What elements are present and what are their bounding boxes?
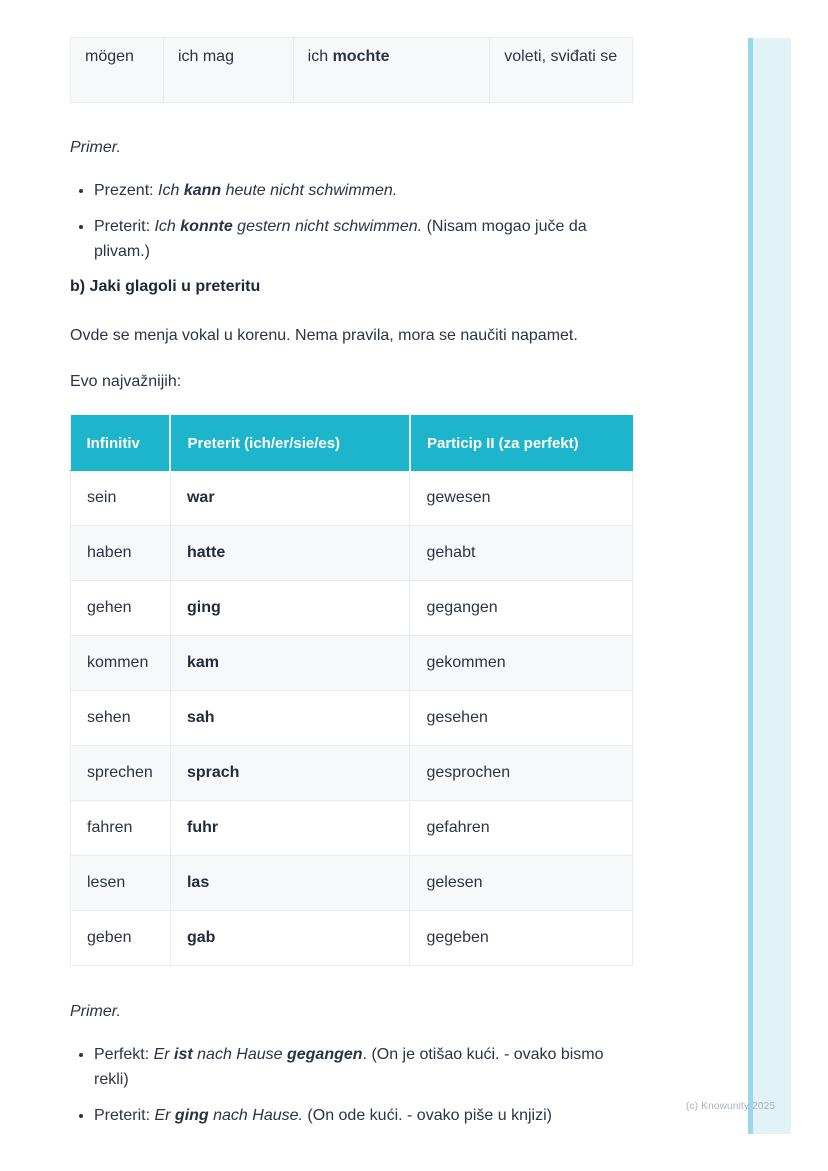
- text-segment: nach Hause: [192, 1046, 287, 1063]
- table-row: [71, 911, 633, 966]
- text-segment: gestern nicht schwimmen.: [232, 218, 423, 235]
- cell: fahren: [71, 801, 171, 856]
- examples-list: [70, 1042, 633, 1128]
- example-item: [94, 1103, 633, 1128]
- text-segment: Ich: [158, 182, 184, 199]
- cell: gefahren: [410, 801, 633, 856]
- scrollbar: [748, 38, 791, 1134]
- cell: kommen: [71, 636, 171, 691]
- cell: sah: [170, 691, 409, 746]
- cell: gekommen: [410, 636, 633, 691]
- example-label: Primer.: [70, 1003, 121, 1020]
- table-row: [71, 856, 633, 911]
- text-segment: konnte: [180, 218, 233, 235]
- header-cell-infinitiv: Infinitiv: [71, 416, 171, 471]
- modal-verbs-table: [70, 37, 633, 103]
- section-intro: Ovde se menja vokal u korenu. Nema pravila, mora se naučiti napamet.: [70, 327, 578, 344]
- text-segment: ist: [174, 1046, 193, 1063]
- cell: sprechen: [71, 746, 171, 801]
- cell: gehen: [71, 581, 171, 636]
- header-cell-particip: Particip II (za perfekt): [410, 416, 633, 471]
- text-segment: . (On je otišao kući. - ovako bismo rekli): [94, 1046, 604, 1088]
- examples-list: [70, 178, 633, 264]
- text-segment: Preterit:: [94, 1107, 155, 1124]
- section-lead: Evo najvažnijih:: [70, 373, 182, 390]
- cell: gegangen: [410, 581, 633, 636]
- cell-present-form: ich mag: [163, 38, 293, 103]
- table-row: [71, 526, 633, 581]
- cell: gehabt: [410, 526, 633, 581]
- cell: gelesen: [410, 856, 633, 911]
- cell: hatte: [170, 526, 409, 581]
- text-segment: Preterit:: [94, 218, 155, 235]
- text-segment: Perfekt:: [94, 1046, 154, 1063]
- table-row: [71, 471, 633, 526]
- copyright-text: (c) Knowunity 2025: [686, 1101, 776, 1112]
- text-segment: nach Hause.: [208, 1107, 303, 1124]
- example-item: [94, 1042, 633, 1092]
- cell: sprach: [170, 746, 409, 801]
- text-segment: Prezent:: [94, 182, 159, 199]
- example-item: [94, 214, 633, 264]
- cell: sehen: [71, 691, 171, 746]
- cell: gewesen: [410, 471, 633, 526]
- table-header-row: [71, 416, 633, 471]
- text-segment: ich: [307, 48, 333, 65]
- section-heading: b) Jaki glagoli u preteritu: [70, 278, 261, 295]
- example-label: Primer.: [70, 139, 121, 156]
- table-row: [71, 801, 633, 856]
- cell: ging: [170, 581, 409, 636]
- cell: haben: [71, 526, 171, 581]
- example-item: [94, 178, 633, 203]
- text-segment: Ich: [154, 218, 181, 235]
- scrollbar-track[interactable]: [753, 38, 791, 1134]
- cell-infinitive: mögen: [71, 38, 164, 103]
- cell: geben: [71, 911, 171, 966]
- text-segment: Er: [153, 1046, 175, 1063]
- cell-preterite-form: [293, 38, 490, 103]
- cell: lesen: [71, 856, 171, 911]
- document-content-column: [70, 0, 633, 1139]
- text-segment: ging: [174, 1107, 209, 1124]
- cell: gesehen: [410, 691, 633, 746]
- text-segment: mochte: [332, 48, 390, 65]
- text-segment: Er: [154, 1107, 175, 1124]
- cell: war: [170, 471, 409, 526]
- cell: gegeben: [410, 911, 633, 966]
- cell: kam: [170, 636, 409, 691]
- table-row: [71, 691, 633, 746]
- cell: gab: [170, 911, 409, 966]
- cell: fuhr: [170, 801, 409, 856]
- text-segment: kann: [183, 182, 222, 199]
- text-segment: (On ode kući. - ovako piše u knjizi): [302, 1107, 552, 1124]
- cell: las: [170, 856, 409, 911]
- text-segment: heute nicht schwimmen.: [221, 182, 398, 199]
- table-row: [71, 38, 633, 103]
- table-row: [71, 636, 633, 691]
- text-segment: gegangen: [286, 1046, 363, 1063]
- table-row: [71, 746, 633, 801]
- strong-verbs-table: [70, 415, 633, 966]
- header-cell-preterit: Preterit (ich/er/sie/es): [170, 416, 409, 471]
- cell: sein: [71, 471, 171, 526]
- text-segment: (Nisam mogao juče da plivam.): [94, 218, 587, 260]
- cell-translation: voleti, sviđati se: [490, 38, 633, 103]
- table-row: [71, 581, 633, 636]
- cell: gesprochen: [410, 746, 633, 801]
